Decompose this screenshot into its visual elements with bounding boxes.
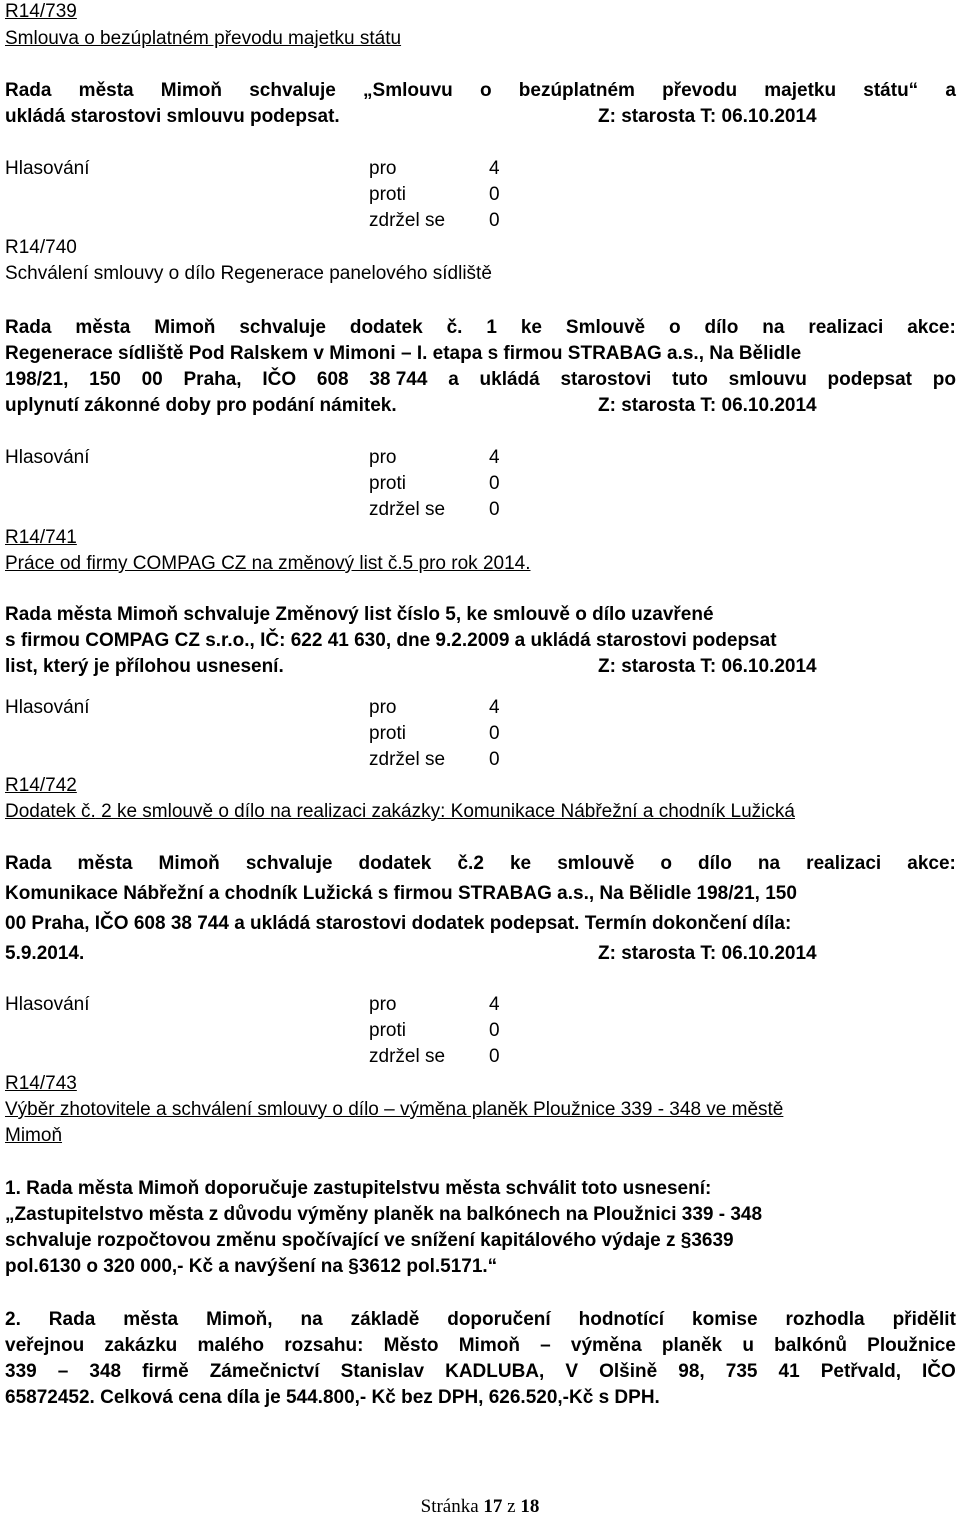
section-sign-icon: § [348, 1256, 359, 1277]
resolution-text-line: 5.9.2014. Z: starosta T: 06.10.2014 [5, 943, 817, 964]
resolution-id: R14/740 [5, 237, 77, 258]
resolution-text-line: ukládá starostovi smlouvu podepsat. Z: starosta T: 06.10.2014 [5, 106, 817, 127]
word: Mimoň [154, 317, 216, 338]
word: o [669, 317, 681, 338]
resolution-text-line: s firmou COMPAG CZ s.r.o., IČ: 622 41 630, dne 9.2.2009 a ukládá starostovi podepsat [5, 630, 777, 651]
word: – [57, 1361, 69, 1382]
vote-label: Hlasování [5, 158, 90, 179]
word: 2. [5, 1309, 21, 1330]
word: 608 [316, 369, 349, 390]
vote-label: Hlasování [5, 994, 90, 1015]
resolution-text-line: list, který je přílohou usnesení. Z: starosta T: 06.10.2014 [5, 656, 817, 677]
word: dílo [704, 317, 739, 338]
word: majetku [764, 80, 837, 101]
word: komise [692, 1309, 758, 1330]
word: a [448, 369, 459, 390]
vote-proti: proti 0 [369, 184, 500, 205]
section-sign-icon: § [680, 1230, 692, 1251]
resolution-id: R14/741 [5, 527, 77, 548]
vote-label: Hlasování [5, 697, 90, 718]
word: Zámečnictví [209, 1361, 320, 1382]
word: Praha, [183, 369, 242, 390]
resolution-id: R14/743 [5, 1073, 77, 1094]
word: akce: [907, 317, 956, 338]
vote-proti: proti 0 [369, 473, 500, 494]
word: výměna [570, 1335, 642, 1356]
resolution-text-line [5, 1308, 956, 1332]
word: Město [383, 1335, 439, 1356]
word: V [565, 1361, 579, 1382]
word: akce: [907, 853, 956, 874]
word: rozhodla [785, 1309, 865, 1330]
word: balkónů [774, 1335, 847, 1356]
word: Smlouvě [565, 317, 646, 338]
resolution-text-line: pol.6130 o 320 000,- Kč a navýšení na §3612 pol.5171.“ [5, 1256, 498, 1277]
vote-proti: proti 0 [369, 723, 500, 744]
word: 00 [141, 369, 163, 390]
word: IČO [922, 1361, 956, 1382]
word: č. [446, 317, 463, 338]
responsibility-deadline: Z: starosta T: 06.10.2014 [598, 943, 817, 964]
word: malého [197, 1335, 265, 1356]
word: Mimoň [458, 1335, 520, 1356]
word: „Smlouvu [363, 80, 453, 101]
resolution-id: R14/739 [5, 1, 77, 22]
page-footer: Stránka 17 z 18 [420, 1496, 540, 1517]
word: doporučení [447, 1309, 551, 1330]
word: starostovi [560, 369, 652, 390]
word: rozsahu: [284, 1335, 364, 1356]
word: podepsat [827, 369, 912, 390]
word: tuto [672, 369, 708, 390]
word: základě [350, 1309, 420, 1330]
word: 348 [89, 1361, 122, 1382]
resolution-title: Schválení smlouvy o dílo Regenerace panelového sídliště [5, 263, 492, 284]
word: na [300, 1309, 323, 1330]
word: smlouvě [557, 853, 635, 874]
word: 1 [486, 317, 497, 338]
word: planěk [661, 1335, 723, 1356]
resolution-text-line: 65872452. Celková cena díla je 544.800,- Kč bez DPH, 626.520,-Kč s DPH. [5, 1387, 660, 1408]
word: veřejnou [5, 1335, 85, 1356]
word: hodnotící [578, 1309, 665, 1330]
responsibility-deadline: Z: starosta T: 06.10.2014 [598, 395, 817, 416]
word: KADLUBA, [445, 1361, 545, 1382]
word: přidělit [892, 1309, 956, 1330]
word: Ploužnice [867, 1335, 956, 1356]
word: převodu [662, 80, 738, 101]
vote-zdrzel: zdržel se 0 [369, 210, 500, 231]
word: ke [520, 317, 542, 338]
page-number: 17 [483, 1496, 503, 1517]
word: dílo [698, 853, 732, 874]
word: IČO [262, 369, 297, 390]
vote-zdrzel: zdržel se 0 [369, 499, 500, 520]
word: u [742, 1335, 754, 1356]
resolution-text-line: uplynutí zákonné doby pro podání námitek. Z: starosta T: 06.10.2014 [5, 395, 817, 416]
word: Mimoň [158, 853, 220, 874]
word: smlouvu [728, 369, 807, 390]
word: Petřvald, [820, 1361, 901, 1382]
page-total: 18 [520, 1496, 540, 1517]
vote-pro: pro 4 [369, 697, 500, 718]
word: schvaluje [239, 317, 326, 338]
word: o [479, 80, 492, 101]
word: realizaci [806, 853, 882, 874]
resolution-id: R14/742 [5, 775, 77, 796]
word: Stanislav [340, 1361, 425, 1382]
word: Rada [5, 80, 52, 101]
word: po [932, 369, 956, 390]
word: ukládá [479, 369, 540, 390]
vote-pro: pro 4 [369, 158, 500, 179]
resolution-title: Práce od firmy COMPAG CZ na změnový list č.5 pro rok 2014. [5, 553, 531, 574]
resolution-text-line: Regenerace sídliště Pod Ralskem v Mimoni – I. etapa s firmou STRABAG a.s., Na Bělidle [5, 343, 802, 364]
resolution-text-line [5, 1360, 956, 1384]
word: Rada [48, 1309, 96, 1330]
resolution-text-line: schvaluje rozpočtovou změnu spočívající ve snížení kapitálového výdaje z §3639 [5, 1230, 734, 1251]
vote-zdrzel: zdržel se 0 [369, 749, 500, 770]
resolution-text-line: 00 Praha, IČO 608 38 744 a ukládá starostovi dodatek podepsat. Termín dokončení díla: [5, 913, 792, 934]
vote-label: Hlasování [5, 447, 90, 468]
word: firmě [142, 1361, 189, 1382]
word: města [75, 317, 131, 338]
resolution-title: Dodatek č. 2 ke smlouvě o dílo na realizaci zakázky: Komunikace Nábřežní a chodník Lužická [5, 801, 795, 822]
resolution-text-line: 1. Rada města Mimoň doporučuje zastupitelstvu města schválit toto usnesení: [5, 1178, 712, 1199]
word: Mimoň [160, 80, 223, 101]
resolution-title: Výběr zhotovitele a schválení smlouvy o dílo – výměna planěk Ploužnice 339 - 348 ve městě [5, 1099, 784, 1120]
word: Olšině [599, 1361, 658, 1382]
resolution-text-line [5, 316, 956, 340]
word: č.2 [457, 853, 484, 874]
word: a [945, 80, 956, 101]
word: realizaci [808, 317, 884, 338]
word: dodatek [358, 853, 432, 874]
word: dodatek [349, 317, 423, 338]
word: bezúplatném [518, 80, 635, 101]
word: 38 744 [369, 369, 428, 390]
word: schvaluje [249, 80, 336, 101]
resolution-text-line [5, 1334, 956, 1358]
word: státu“ [863, 80, 919, 101]
vote-pro: pro 4 [369, 994, 500, 1015]
word: města [77, 853, 133, 874]
resolution-text-line: Rada města Mimoň schvaluje Změnový list číslo 5, ke smlouvě o dílo uzavřené [5, 604, 714, 625]
resolution-title: Mimoň [5, 1125, 63, 1146]
word: 98, [678, 1361, 705, 1382]
resolution-text-line [5, 79, 956, 103]
word: schvaluje [245, 853, 333, 874]
vote-pro: pro 4 [369, 447, 500, 468]
word: 150 [89, 369, 121, 390]
word: města [123, 1309, 179, 1330]
resolution-text-line [5, 368, 956, 392]
word: města [78, 80, 134, 101]
word: 198/21, [5, 369, 69, 390]
word: o [660, 853, 672, 874]
vote-zdrzel: zdržel se 0 [369, 1046, 500, 1067]
word: Rada [5, 317, 52, 338]
word: 41 [778, 1361, 800, 1382]
word: Rada [5, 853, 52, 874]
responsibility-deadline: Z: starosta T: 06.10.2014 [598, 656, 817, 677]
word: 735 [725, 1361, 758, 1382]
word: Mimoň, [206, 1309, 273, 1330]
word: na [762, 317, 785, 338]
vote-proti: proti 0 [369, 1020, 500, 1041]
resolution-text-line [5, 852, 956, 876]
word: zakázku [104, 1335, 178, 1356]
responsibility-deadline: Z: starosta T: 06.10.2014 [598, 106, 817, 127]
word: – [540, 1335, 551, 1356]
resolution-title: Smlouva o bezúplatném převodu majetku státu [5, 28, 402, 49]
resolution-text-line: „Zastupitelstvo města z důvodu výměny planěk na balkónech na Ploužnici 339 - 348 [5, 1204, 763, 1225]
word: 339 [5, 1361, 37, 1382]
resolution-text-line: Komunikace Nábřežní a chodník Lužická s firmou STRABAG a.s., Na Bělidle 198/21, 150 [5, 883, 797, 904]
word: na [757, 853, 781, 874]
word: ke [509, 853, 532, 874]
